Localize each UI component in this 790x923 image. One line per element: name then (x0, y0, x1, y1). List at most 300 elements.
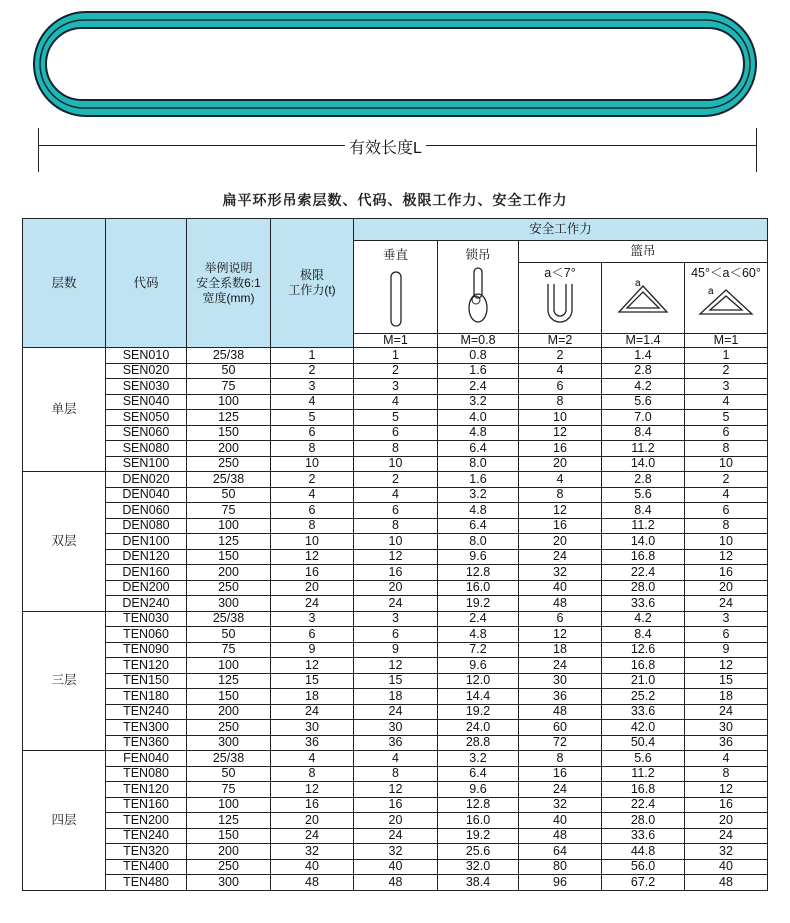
table-cell: 60 (519, 720, 602, 736)
table-cell: 24 (271, 704, 354, 720)
table-cell: TEN090 (106, 642, 187, 658)
table-cell: 2 (271, 363, 354, 379)
table-cell: 18 (519, 642, 602, 658)
table-cell: 24 (271, 828, 354, 844)
table-cell: 300 (187, 596, 271, 612)
table-cell: 8 (685, 441, 768, 457)
table-cell: 16 (271, 797, 354, 813)
table-row (23, 379, 768, 395)
table-cell: 11.2 (602, 766, 685, 782)
table-cell: 6 (354, 503, 438, 519)
table-cell: 4 (354, 751, 438, 767)
table-cell: 40 (354, 859, 438, 875)
table-cell: 8 (354, 441, 438, 457)
spec-table (22, 218, 768, 891)
table-cell: 48 (354, 875, 438, 891)
table-cell: 36 (271, 735, 354, 751)
table-cell: 20 (685, 813, 768, 829)
table-cell: 24 (519, 658, 602, 674)
table-cell: 11.2 (602, 441, 685, 457)
safety-factor: M=1 (354, 334, 438, 348)
table-cell: 5.6 (602, 394, 685, 410)
table-cell: 24 (685, 704, 768, 720)
angled-basket-icon (613, 272, 673, 322)
table-cell: 33.6 (602, 828, 685, 844)
table-cell: 19.2 (438, 704, 519, 720)
table-cell: 12 (519, 627, 602, 643)
table-cell: 6 (685, 425, 768, 441)
svg-text:a: a (635, 277, 641, 289)
table-cell: 12 (685, 549, 768, 565)
table-cell: 14.0 (602, 456, 685, 472)
table-row (23, 766, 768, 782)
table-cell: 32 (519, 797, 602, 813)
table-row (23, 797, 768, 813)
table-cell: 4.8 (438, 627, 519, 643)
table-cell: 2 (519, 348, 602, 364)
wide-basket-icon (696, 280, 756, 320)
table-cell: 9 (685, 642, 768, 658)
table-cell: 42.0 (602, 720, 685, 736)
table-cell: 200 (187, 704, 271, 720)
table-cell: 16.8 (602, 782, 685, 798)
table-cell: DEN040 (106, 487, 187, 503)
dimension-tick-left (38, 128, 39, 172)
table-cell: 3 (354, 379, 438, 395)
table-cell: 24 (519, 549, 602, 565)
table-cell: 16 (685, 565, 768, 581)
table-cell: 8.4 (602, 425, 685, 441)
table-cell: 11.2 (602, 518, 685, 534)
table-cell: 28.0 (602, 580, 685, 596)
table-cell: 33.6 (602, 596, 685, 612)
table-row (23, 673, 768, 689)
table-cell: 300 (187, 875, 271, 891)
table-cell: 80 (519, 859, 602, 875)
table-row (23, 828, 768, 844)
table-cell: 9 (271, 642, 354, 658)
table-cell: 200 (187, 565, 271, 581)
table-cell: DEN120 (106, 549, 187, 565)
table-cell: 12 (354, 782, 438, 798)
dimension-tick-right (756, 128, 757, 172)
table-cell: 6 (271, 503, 354, 519)
table-cell: SEN040 (106, 394, 187, 410)
table-cell: 100 (187, 658, 271, 674)
table-cell: TEN030 (106, 611, 187, 627)
table-cell: 4.2 (602, 379, 685, 395)
col-code: 代码 (106, 219, 187, 348)
round-sling-diagram (30, 8, 760, 120)
safety-factor: M=1 (685, 334, 768, 348)
table-cell: 100 (187, 797, 271, 813)
table-cell: DEN160 (106, 565, 187, 581)
table-cell: 18 (271, 689, 354, 705)
table-cell: TEN080 (106, 766, 187, 782)
col-vertical: 垂直 (354, 241, 438, 334)
table-cell: 16 (519, 441, 602, 457)
table-cell: 25/38 (187, 611, 271, 627)
table-cell: 36 (685, 735, 768, 751)
table-cell: 30 (354, 720, 438, 736)
table-cell: TEN150 (106, 673, 187, 689)
table-cell: DEN100 (106, 534, 187, 550)
table-cell: 125 (187, 673, 271, 689)
table-cell: 16.0 (438, 580, 519, 596)
table-cell: 10 (354, 534, 438, 550)
table-cell: 20 (519, 456, 602, 472)
table-cell: SEN080 (106, 441, 187, 457)
table-row (23, 518, 768, 534)
table-title: 扁平环形吊索层数、代码、极限工作力、安全工作力 (222, 192, 568, 208)
table-cell: 40 (519, 580, 602, 596)
table-cell: 32 (519, 565, 602, 581)
table-cell: 6 (685, 503, 768, 519)
table-cell: 50 (187, 487, 271, 503)
table-cell: 19.2 (438, 596, 519, 612)
table-cell: TEN240 (106, 828, 187, 844)
table-row (23, 627, 768, 643)
table-cell: 48 (271, 875, 354, 891)
length-label: 有效长度L (345, 135, 426, 158)
table-row (23, 751, 768, 767)
table-cell: 14.4 (438, 689, 519, 705)
table-cell: 200 (187, 844, 271, 860)
table-cell: 4 (271, 487, 354, 503)
table-cell: 8 (354, 766, 438, 782)
table-cell: TEN400 (106, 859, 187, 875)
col-width: 举例说明 安全系数6:1 宽度(mm) (187, 219, 271, 348)
table-cell: 56.0 (602, 859, 685, 875)
table-cell: 1.6 (438, 472, 519, 488)
table-cell: SEN020 (106, 363, 187, 379)
table-cell: 24.0 (438, 720, 519, 736)
table-cell: 3.2 (438, 394, 519, 410)
table-cell: 9 (354, 642, 438, 658)
table-cell: 12 (519, 425, 602, 441)
table-cell: SEN060 (106, 425, 187, 441)
table-cell: 12 (354, 658, 438, 674)
table-cell: 2 (354, 472, 438, 488)
table-cell: 50 (187, 766, 271, 782)
table-cell: 12 (519, 503, 602, 519)
table-cell: 16 (685, 797, 768, 813)
table-cell: 18 (354, 689, 438, 705)
table-cell: 4 (519, 363, 602, 379)
table-cell: 2 (685, 363, 768, 379)
table-cell: 125 (187, 410, 271, 426)
table-cell: 16 (354, 797, 438, 813)
table-cell: 25/38 (187, 751, 271, 767)
table-cell: 20 (685, 580, 768, 596)
table-row (23, 689, 768, 705)
table-cell: 6 (519, 611, 602, 627)
table-cell: 4.2 (602, 611, 685, 627)
table-cell: 2.8 (602, 363, 685, 379)
table-cell: 72 (519, 735, 602, 751)
table-cell: 75 (187, 782, 271, 798)
table-cell: 6 (271, 627, 354, 643)
table-cell: 36 (354, 735, 438, 751)
table-cell: 6 (271, 425, 354, 441)
table-cell: 10 (271, 456, 354, 472)
table-cell: TEN200 (106, 813, 187, 829)
table-cell: 36 (519, 689, 602, 705)
table-cell: 48 (519, 704, 602, 720)
table-cell: 96 (519, 875, 602, 891)
layer-group-label: 三层 (23, 611, 106, 751)
table-cell: 4 (271, 394, 354, 410)
table-cell: 3.2 (438, 751, 519, 767)
layer-group-label: 单层 (23, 348, 106, 472)
table-cell: 300 (187, 735, 271, 751)
table-cell: DEN080 (106, 518, 187, 534)
table-cell: 6.4 (438, 441, 519, 457)
table-cell: 16 (271, 565, 354, 581)
table-cell: 30 (685, 720, 768, 736)
table-cell: 8 (519, 394, 602, 410)
table-cell: 50 (187, 363, 271, 379)
table-cell: 24 (354, 828, 438, 844)
table-cell: 8 (685, 766, 768, 782)
table-cell: 125 (187, 534, 271, 550)
table-cell: 5 (354, 410, 438, 426)
table-cell: 200 (187, 441, 271, 457)
table-cell: 250 (187, 456, 271, 472)
table-cell: 3 (271, 379, 354, 395)
table-row (23, 580, 768, 596)
table-row (23, 735, 768, 751)
table-row (23, 596, 768, 612)
table-cell: 4 (685, 751, 768, 767)
table-cell: TEN320 (106, 844, 187, 860)
table-cell: 1 (354, 348, 438, 364)
table-cell: 2 (685, 472, 768, 488)
table-cell: 64 (519, 844, 602, 860)
table-cell: 24 (685, 828, 768, 844)
table-row (23, 472, 768, 488)
table-cell: 6.4 (438, 766, 519, 782)
table-cell: 28.0 (602, 813, 685, 829)
table-cell: 10 (685, 534, 768, 550)
table-cell: 3 (685, 611, 768, 627)
table-row (23, 642, 768, 658)
table-cell: 7.0 (602, 410, 685, 426)
table-cell: 24 (685, 596, 768, 612)
table-cell: DEN020 (106, 472, 187, 488)
table-cell: 8 (519, 487, 602, 503)
table-cell: 150 (187, 425, 271, 441)
table-cell: 44.8 (602, 844, 685, 860)
table-cell: 16 (354, 565, 438, 581)
table-cell: 8 (354, 518, 438, 534)
table-cell: 2.8 (602, 472, 685, 488)
table-cell: 20 (271, 813, 354, 829)
table-cell: 1.6 (438, 363, 519, 379)
table-cell: 12 (685, 658, 768, 674)
table-cell: 125 (187, 813, 271, 829)
table-row (23, 565, 768, 581)
table-cell: SEN030 (106, 379, 187, 395)
table-cell: 22.4 (602, 565, 685, 581)
table-cell: 2.4 (438, 611, 519, 627)
table-cell: 6 (354, 627, 438, 643)
table-cell: FEN040 (106, 751, 187, 767)
table-cell: 40 (271, 859, 354, 875)
table-cell: 4 (354, 487, 438, 503)
table-cell: 12.8 (438, 797, 519, 813)
table-cell: 0.8 (438, 348, 519, 364)
table-row (23, 487, 768, 503)
table-cell: 16.0 (438, 813, 519, 829)
table-row (23, 363, 768, 379)
table-row (23, 456, 768, 472)
table-cell: SEN100 (106, 456, 187, 472)
table-cell: 6.4 (438, 518, 519, 534)
table-row (23, 549, 768, 565)
table-cell: 25.6 (438, 844, 519, 860)
vertical-sling-icon (386, 270, 406, 330)
table-cell: TEN240 (106, 704, 187, 720)
table-cell: 3 (271, 611, 354, 627)
table-cell: 15 (685, 673, 768, 689)
table-row (23, 348, 768, 364)
col-basket-vertical: a＜7° (519, 263, 602, 334)
table-cell: 250 (187, 580, 271, 596)
table-cell: 48 (685, 875, 768, 891)
table-cell: 15 (271, 673, 354, 689)
safety-factor: M=2 (519, 334, 602, 348)
table-row (23, 394, 768, 410)
table-cell: 150 (187, 828, 271, 844)
table-cell: 12 (354, 549, 438, 565)
table-cell: 25/38 (187, 348, 271, 364)
table-cell: 2 (354, 363, 438, 379)
table-cell: 32.0 (438, 859, 519, 875)
col-limit: 极限 工作力(t) (271, 219, 354, 348)
table-cell: 5 (271, 410, 354, 426)
table-cell: 25/38 (187, 472, 271, 488)
table-row (23, 813, 768, 829)
table-row (23, 503, 768, 519)
table-cell: 4 (271, 751, 354, 767)
table-cell: 75 (187, 379, 271, 395)
table-cell: 16 (519, 518, 602, 534)
table-cell: 30 (271, 720, 354, 736)
table-cell: 19.2 (438, 828, 519, 844)
table-cell: 8 (519, 751, 602, 767)
col-layers: 层数 (23, 219, 106, 348)
table-cell: 5 (685, 410, 768, 426)
table-cell: 14.0 (602, 534, 685, 550)
table-cell: 5.6 (602, 487, 685, 503)
table-cell: 6 (685, 627, 768, 643)
table-cell: 40 (519, 813, 602, 829)
table-cell: 20 (354, 580, 438, 596)
table-row (23, 425, 768, 441)
table-cell: 1.4 (602, 348, 685, 364)
table-cell: 16.8 (602, 658, 685, 674)
table-row (23, 441, 768, 457)
table-row (23, 720, 768, 736)
table-cell: 33.6 (602, 704, 685, 720)
table-row (23, 844, 768, 860)
table-row (23, 534, 768, 550)
table-row (23, 410, 768, 426)
table-cell: SEN050 (106, 410, 187, 426)
table-cell: TEN120 (106, 658, 187, 674)
layer-group-label: 四层 (23, 751, 106, 891)
table-cell: 40 (685, 859, 768, 875)
table-cell: 8 (271, 766, 354, 782)
table-cell: 250 (187, 859, 271, 875)
table-cell: 4 (519, 472, 602, 488)
table-cell: 3 (354, 611, 438, 627)
table-cell: 32 (271, 844, 354, 860)
table-cell: 50.4 (602, 735, 685, 751)
table-cell: 24 (354, 596, 438, 612)
safety-factor: M=1.4 (602, 334, 685, 348)
table-cell: TEN160 (106, 797, 187, 813)
table-cell: 1 (685, 348, 768, 364)
table-cell: TEN060 (106, 627, 187, 643)
table-cell: 2.4 (438, 379, 519, 395)
layer-group-label: 双层 (23, 472, 106, 612)
table-cell: 15 (354, 673, 438, 689)
col-safe-load: 安全工作力 (354, 219, 768, 241)
table-cell: 4.8 (438, 425, 519, 441)
table-cell: 38.4 (438, 875, 519, 891)
choke-sling-icon (463, 266, 493, 326)
table-cell: 12 (685, 782, 768, 798)
table-cell: 5.6 (602, 751, 685, 767)
table-cell: 28.8 (438, 735, 519, 751)
table-cell: 3.2 (438, 487, 519, 503)
table-cell: 48 (519, 596, 602, 612)
table-cell: DEN200 (106, 580, 187, 596)
table-cell: 4.8 (438, 503, 519, 519)
table-cell: 6 (519, 379, 602, 395)
table-cell: TEN120 (106, 782, 187, 798)
table-cell: TEN180 (106, 689, 187, 705)
table-cell: DEN240 (106, 596, 187, 612)
table-cell: 67.2 (602, 875, 685, 891)
table-cell: 12 (271, 658, 354, 674)
table-cell: TEN360 (106, 735, 187, 751)
table-cell: 9.6 (438, 658, 519, 674)
table-row (23, 704, 768, 720)
col-basket-wide: 45°＜a＜60° a (685, 263, 768, 334)
table-cell: 12.0 (438, 673, 519, 689)
table-cell: 6 (354, 425, 438, 441)
table-cell: 75 (187, 642, 271, 658)
table-cell: 48 (519, 828, 602, 844)
table-cell: 25.2 (602, 689, 685, 705)
table-cell: TEN480 (106, 875, 187, 891)
table-cell: 4 (685, 394, 768, 410)
table-cell: 9.6 (438, 782, 519, 798)
table-cell: 12.6 (602, 642, 685, 658)
table-cell: 24 (354, 704, 438, 720)
col-basket: 篮吊 (519, 241, 768, 263)
table-row (23, 859, 768, 875)
table-cell: 8 (685, 518, 768, 534)
col-choke: 锁吊 (438, 241, 519, 334)
table-cell: 12.8 (438, 565, 519, 581)
table-cell: 32 (685, 844, 768, 860)
safety-factor: M=0.8 (438, 334, 519, 348)
table-cell: 10 (271, 534, 354, 550)
